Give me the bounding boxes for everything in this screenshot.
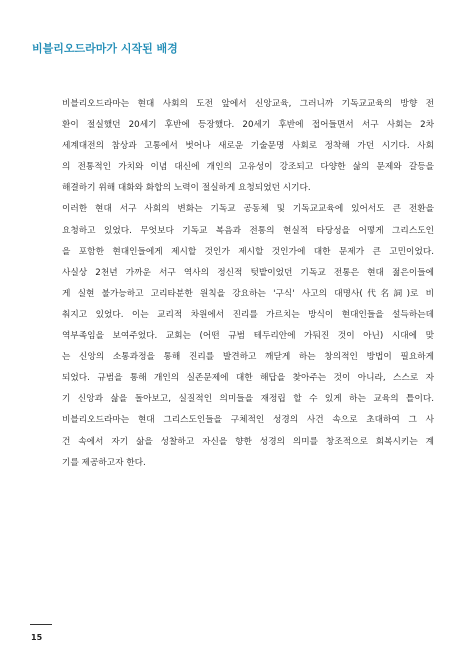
body-line: 요청하고 있었다. 무엇보다 기독교 복음과 전통의 현실적 타당성을 어떻게 그리스도인: [62, 225, 434, 236]
body-line: 비블리오드라마는 현대 사회의 도전 앞에서 신앙교육, 그러니까 기독교교육의 방향 전: [62, 99, 434, 109]
body-line: 되었다. 규범을 통해 개인의 실존문제에 대한 해답을 찾아주는 것이 아니라, 스스로 자: [62, 373, 434, 384]
body-line: 이러한 현대 서구 사회의 변화는 기독교 공동체 및 기독교교육에 있어서도 큰 전환을: [62, 204, 434, 215]
body-line: 사실상 2천년 가까운 서구 역사의 정신적 텃밭이었던 기독교 전통은 현대 젊은이들에: [62, 267, 434, 278]
body-text: [62, 94, 434, 474]
body-line: 해결하기 위해 대화와 화합의 노력이 절실하게 요청되었던 시기다.: [62, 183, 311, 194]
body-line: 건 속에서 자기 삶을 성찰하고 자신을 향한 성경의 의미를 창조적으로 회복시키는 계: [62, 436, 434, 447]
body-line: 는 신앙의 소통과정을 통해 진리를 발견하고 깨닫게 하는 창의적인 방법이 필요하게: [62, 352, 434, 363]
body-line: 기를 제공하고자 한다.: [62, 457, 146, 468]
body-line: 의 전통적인 가치와 이념 대신에 개인의 고유성이 강조되고 다양한 삶의 문제와 갈등을: [62, 162, 434, 173]
body-line: 역부족임을 보여주었다. 교회는 (어떤 규범 테두리안에 가둬진 것이 아닌) 시대에 맞: [62, 331, 434, 342]
body-line: 게 실현 불가능하고 고리타분한 원칙을 강요하는 '구식' 사고의 대명사(代名詞)로 비: [62, 288, 434, 299]
body-line: 환이 절실했던 20세기 후반에 등장했다. 20세기 후반에 접어들면서 서구 사회는 2차: [62, 120, 434, 131]
page-number: 15: [31, 633, 43, 642]
body-line: 을 포함한 현대인들에게 제시할 것인가 제시할 것인가에 대한 문제가 큰 고민이었다.: [62, 246, 434, 257]
body-line: 세계대전의 참상과 고통에서 벗어나 새로운 기술문명 사회로 정착해 가던 시기다. 사회: [62, 141, 434, 152]
section-heading: 비블리오드라마가 시작된 배경: [32, 42, 178, 55]
body-line: 기 신앙과 삶을 돌아보고, 실질적인 의미들을 재정립 할 수 있게 하는 교육의 틀이다.: [62, 394, 434, 405]
footer-rule: [30, 624, 52, 625]
body-line: 비블리오드라마는 현대 그리스도인들을 구체적인 성경의 사건 속으로 초대하여 그 사: [62, 415, 434, 426]
body-line: 춰지고 있었다. 이는 교리적 차원에서 진리를 가르치는 방식이 현대인들을 설득하는데: [62, 309, 434, 320]
